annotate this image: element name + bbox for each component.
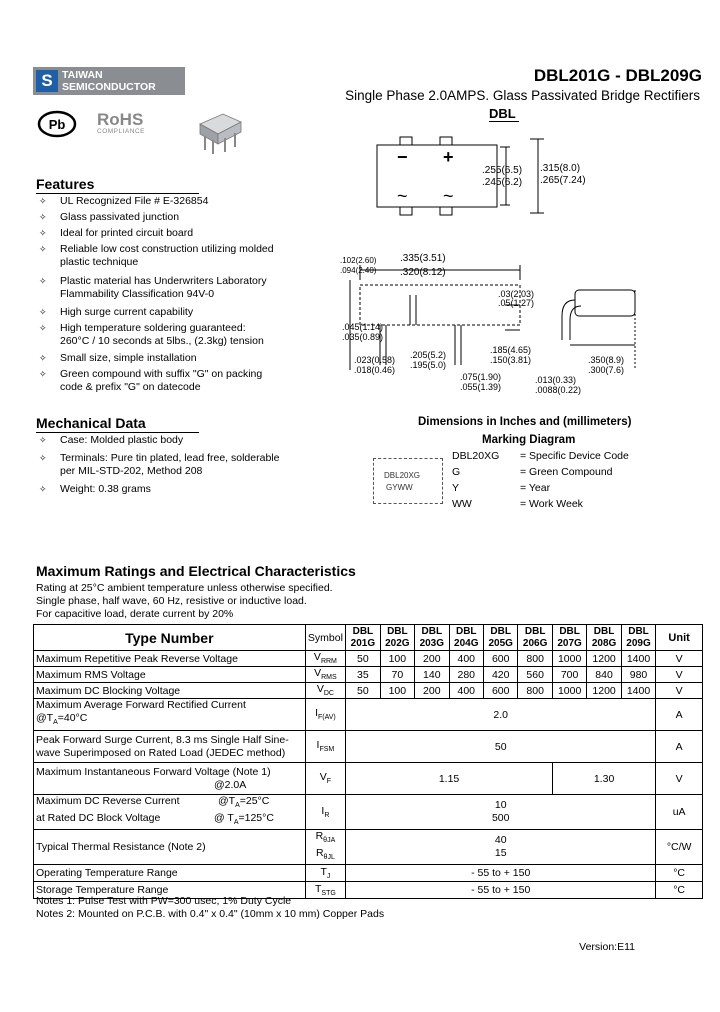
- footnote: Notes 2: Mounted on P.C.B. with 0.4" x 0.4" (10mm x 10 mm) Copper Pads: [36, 908, 385, 920]
- param-cell: Operating Temperature Range: [34, 865, 306, 882]
- table-row-vf: [34, 763, 703, 795]
- value-cell: 35: [346, 667, 380, 683]
- dim-label: .320(8.12): [400, 267, 446, 278]
- marking-row: [452, 464, 629, 480]
- header-part: DBL 209G: [621, 625, 655, 651]
- features-underline: [36, 193, 199, 194]
- param-cell: Maximum Instantaneous Forward Voltage (Note 1) @2.0A: [34, 763, 306, 795]
- feature-item: ✧ Ideal for printed circuit board: [36, 227, 296, 240]
- value-cell: 700: [552, 667, 586, 683]
- param-cell: Maximum Repetitive Peak Reverse Voltage: [34, 651, 306, 667]
- unit-cell: A: [656, 699, 703, 731]
- value-cell: 100: [380, 683, 414, 699]
- top-view-lead: [400, 137, 412, 145]
- value-cell: 1400: [621, 683, 655, 699]
- dim-label: .315(8.0): [540, 163, 581, 174]
- dim-label: .023(0.58): [354, 355, 396, 365]
- table-header-row: [34, 625, 703, 651]
- mechanical-title: Mechanical Data: [36, 415, 146, 431]
- value-cell: 800: [518, 683, 552, 699]
- header-part: DBL 206G: [518, 625, 552, 651]
- param-cell: Peak Forward Surge Current, 8.3 ms Single Half Sine- wave Superimposed on Rated Load (JEDEC method): [34, 731, 306, 763]
- ratings-conditions: [36, 582, 333, 621]
- value-cell: 50: [346, 731, 656, 763]
- value-cell: 50: [346, 651, 380, 667]
- package-outline-drawing: [330, 130, 720, 400]
- dim-label: .055(1.39): [460, 382, 502, 392]
- table-row-ifav: [34, 699, 703, 731]
- symbol-cell: $V_F$: [305, 763, 346, 795]
- dim-label: .0088(0.22): [535, 385, 582, 395]
- symbol-cell: $I_{FSM}$: [305, 731, 346, 763]
- dim-label: .03(2.03): [498, 289, 535, 299]
- table-row-ifsm: [34, 731, 703, 763]
- unit-cell: °C: [656, 882, 703, 899]
- dim-label: .245(6.2): [482, 177, 523, 188]
- value-cell: 140: [415, 667, 449, 683]
- top-view-lead: [400, 207, 412, 215]
- symbol-cell: $I_R$: [305, 795, 346, 830]
- ac-terminal-label: ~: [397, 186, 408, 206]
- chip-date-code: GYWW: [386, 483, 413, 492]
- marking-code: WW: [452, 498, 472, 510]
- value-cell: 70: [380, 667, 414, 683]
- unit-cell: V: [656, 763, 703, 795]
- value-cell: 1400: [621, 651, 655, 667]
- table-row-vrrm: [34, 651, 703, 667]
- dim-label: .350(8.9): [588, 355, 625, 365]
- company-logo-icon: S: [36, 70, 58, 92]
- feature-item: ✧ High surge current capability: [36, 306, 296, 319]
- symbol-cell: $V_{RRM}$: [305, 651, 346, 667]
- ac-terminal-label: ~: [443, 186, 454, 206]
- unit-cell: uA: [656, 795, 703, 830]
- value-cell: 1.30: [552, 763, 655, 795]
- company-name: [62, 69, 156, 93]
- symbol-cell: $T_{STG}$: [305, 882, 346, 899]
- value-cell: 100: [380, 651, 414, 667]
- header-part: DBL 203G: [415, 625, 449, 651]
- product-photo: [195, 106, 245, 156]
- value-cell: 1000: [552, 651, 586, 667]
- value-cell: 800: [518, 651, 552, 667]
- header-part: DBL 205G: [483, 625, 517, 651]
- marking-legend: [452, 448, 629, 512]
- value-cell: 1000: [552, 683, 586, 699]
- dim-label: .075(1.90): [460, 372, 502, 382]
- marking-code: G: [452, 466, 461, 478]
- feature-item: ✧ High temperature soldering guaranteed: 260°C / 10 seconds at 5lbs., (2.3kg) tension: [36, 322, 275, 348]
- pb-free-badge: [36, 110, 80, 138]
- value-cell: 280: [449, 667, 483, 683]
- condition-line: Single phase, half wave, 60 Hz, resistive or inductive load.: [36, 595, 307, 607]
- feature-item: ✧ Small size, simple installation: [36, 352, 296, 365]
- marking-row: [452, 480, 629, 496]
- dim-label: .255(6.5): [482, 165, 523, 176]
- mechanical-underline: [36, 432, 199, 433]
- header-type: Type Number: [34, 625, 306, 651]
- symbol-cell: $R_{\theta JA}$ $R_{\theta JL}$: [305, 830, 346, 865]
- value-cell: 1.15: [346, 763, 553, 795]
- feature-item: ✧ Glass passivated junction: [36, 211, 296, 224]
- value-cell: 40 15: [346, 830, 656, 865]
- features-list: [36, 195, 296, 394]
- feature-item: ✧ UL Recognized File # E-326854: [36, 195, 296, 208]
- feature-item: ✧ Plastic material has Underwriters Laboratory Flammability Classification 94V-0: [36, 275, 280, 301]
- top-view-lead: [440, 137, 452, 145]
- symbol-cell: $V_{DC}$: [305, 683, 346, 699]
- value-cell: 2.0: [346, 699, 656, 731]
- dim-label: .195(5.0): [410, 360, 447, 370]
- param-cell: Maximum RMS Voltage: [34, 667, 306, 683]
- unit-cell: V: [656, 651, 703, 667]
- feature-item: ✧ Reliable low cost construction utilizing molded plastic technique: [36, 243, 280, 269]
- dim-label: .035(0.89): [342, 332, 384, 342]
- value-cell: 980: [621, 667, 655, 683]
- unit-cell: V: [656, 683, 703, 699]
- table-row-tj: [34, 865, 703, 882]
- unit-cell: °C/W: [656, 830, 703, 865]
- rohs-compliance: COMPLIANCE: [97, 128, 145, 135]
- company-name-line1: TAIWAN: [62, 69, 103, 81]
- top-view-lead: [440, 207, 452, 215]
- value-cell: 400: [449, 651, 483, 667]
- value-cell: 50: [346, 683, 380, 699]
- minus-terminal-label: −: [397, 147, 408, 167]
- dim-label: .05(1.27): [498, 298, 535, 308]
- param-cell: Maximum Average Forward Rectified Current $@T_A=40^\circ C$: [34, 699, 306, 731]
- condition-line: Rating at 25°C ambient temperature unless otherwise specified.: [36, 582, 333, 594]
- mechanical-item: ✧ Weight: 0.38 grams: [36, 483, 296, 496]
- value-cell: 600: [483, 651, 517, 667]
- plus-terminal-label: +: [443, 147, 454, 167]
- mechanical-item: ✧ Terminals: Pure tin plated, lead free, solderable per MIL-STD-202, Method 208: [36, 452, 290, 478]
- param-cell: Maximum DC Reverse Current $@T_A=25^\circ C$ at Rated DC Block Voltage @ $T_A=125^\circ C$: [34, 795, 306, 830]
- pb-badge-text: Pb: [48, 117, 66, 132]
- marking-desc: = Green Compound: [520, 466, 613, 478]
- value-cell: 840: [587, 667, 621, 683]
- value-cell: 600: [483, 683, 517, 699]
- marking-code: DBL20XG: [452, 450, 500, 462]
- marking-row: [452, 448, 629, 464]
- dimensions-title: Dimensions in Inches and (millimeters): [418, 416, 632, 428]
- param-cell: Storage Temperature Range: [34, 882, 306, 899]
- dim-label: .094(2.40): [340, 266, 377, 275]
- header-unit: Unit: [656, 625, 703, 651]
- table-row-rth: [34, 830, 703, 865]
- unit-cell: V: [656, 667, 703, 683]
- dim-label: .018(0.46): [354, 365, 396, 375]
- feature-item: ✧ Green compound with suffix "G" on packing code & prefix "G" on datecode: [36, 368, 275, 394]
- side-view-body: [360, 285, 520, 325]
- marking-desc: = Year: [520, 482, 551, 494]
- footnotes: [36, 895, 384, 921]
- param-cell: Maximum DC Blocking Voltage: [34, 683, 306, 699]
- unit-cell: A: [656, 731, 703, 763]
- value-cell: 400: [449, 683, 483, 699]
- table-row-ir: [34, 795, 703, 830]
- marking-desc: = Work Week: [520, 498, 583, 510]
- symbol-cell: $V_{RMS}$: [305, 667, 346, 683]
- header-part: DBL 208G: [587, 625, 621, 651]
- header-part: DBL 207G: [552, 625, 586, 651]
- marking-row: [452, 496, 629, 512]
- end-view-lead: [562, 300, 575, 340]
- param-cell: Typical Thermal Resistance (Note 2): [34, 830, 306, 865]
- value-cell: 420: [483, 667, 517, 683]
- company-name-line2: SEMICONDUCTOR: [62, 81, 156, 93]
- table-row-vdc: [34, 683, 703, 699]
- value-cell: 200: [415, 651, 449, 667]
- mechanical-list: [36, 434, 296, 496]
- header-symbol: Symbol: [305, 625, 346, 651]
- package-label: DBL: [489, 106, 516, 121]
- symbol-cell: $T_J$: [305, 865, 346, 882]
- condition-line: For capacitive load, derate current by 20%: [36, 608, 234, 620]
- dim-label: .205(5.2): [410, 350, 447, 360]
- dim-label: .102(2.60): [340, 256, 377, 265]
- page-title: DBL201G - DBL209G: [533, 66, 702, 85]
- marking-desc: = Specific Device Code: [520, 450, 629, 462]
- dim-label: .265(7.24): [540, 175, 586, 186]
- dim-label: .013(0.33): [535, 375, 577, 385]
- value-cell: - 55 to + 150: [346, 882, 656, 899]
- footnote: Notes 1: Pulse Test with PW=300 usec, 1% Duty Cycle: [36, 895, 292, 907]
- marking-chip: [373, 458, 443, 504]
- page-subtitle: Single Phase 2.0AMPS. Glass Passivated Bridge Rectifiers: [345, 88, 700, 103]
- package-underline: [489, 121, 519, 122]
- header-part: DBL 201G: [346, 625, 380, 651]
- symbol-cell: $I_{F(AV)}$: [305, 699, 346, 731]
- dim-label: .335(3.51): [400, 253, 446, 264]
- ratings-title: Maximum Ratings and Electrical Characteristics: [36, 563, 356, 579]
- unit-cell: °C: [656, 865, 703, 882]
- marking-title: Marking Diagram: [482, 434, 576, 446]
- dim-label: .045(1.14): [342, 322, 384, 332]
- value-cell: 10 500: [346, 795, 656, 830]
- dim-label: .300(7.6): [588, 365, 625, 375]
- value-cell: 200: [415, 683, 449, 699]
- version-label: Version:E11: [579, 941, 635, 953]
- dim-label: .185(4.65): [490, 345, 532, 355]
- header-part: DBL 202G: [380, 625, 414, 651]
- ratings-table: [33, 624, 703, 899]
- value-cell: 1200: [587, 683, 621, 699]
- top-view-body: [377, 145, 497, 207]
- dim-label: .150(3.81): [490, 355, 532, 365]
- rohs-label: RoHS: [97, 110, 144, 129]
- end-view-body: [575, 290, 635, 316]
- table-row-vrms: [34, 667, 703, 683]
- features-title: Features: [36, 176, 95, 192]
- value-cell: - 55 to + 150: [346, 865, 656, 882]
- mechanical-item: ✧ Case: Molded plastic body: [36, 434, 296, 447]
- value-cell: 560: [518, 667, 552, 683]
- header-part: DBL 204G: [449, 625, 483, 651]
- marking-code: Y: [452, 482, 460, 494]
- chip-device-code: DBL20XG: [384, 471, 421, 480]
- value-cell: 1200: [587, 651, 621, 667]
